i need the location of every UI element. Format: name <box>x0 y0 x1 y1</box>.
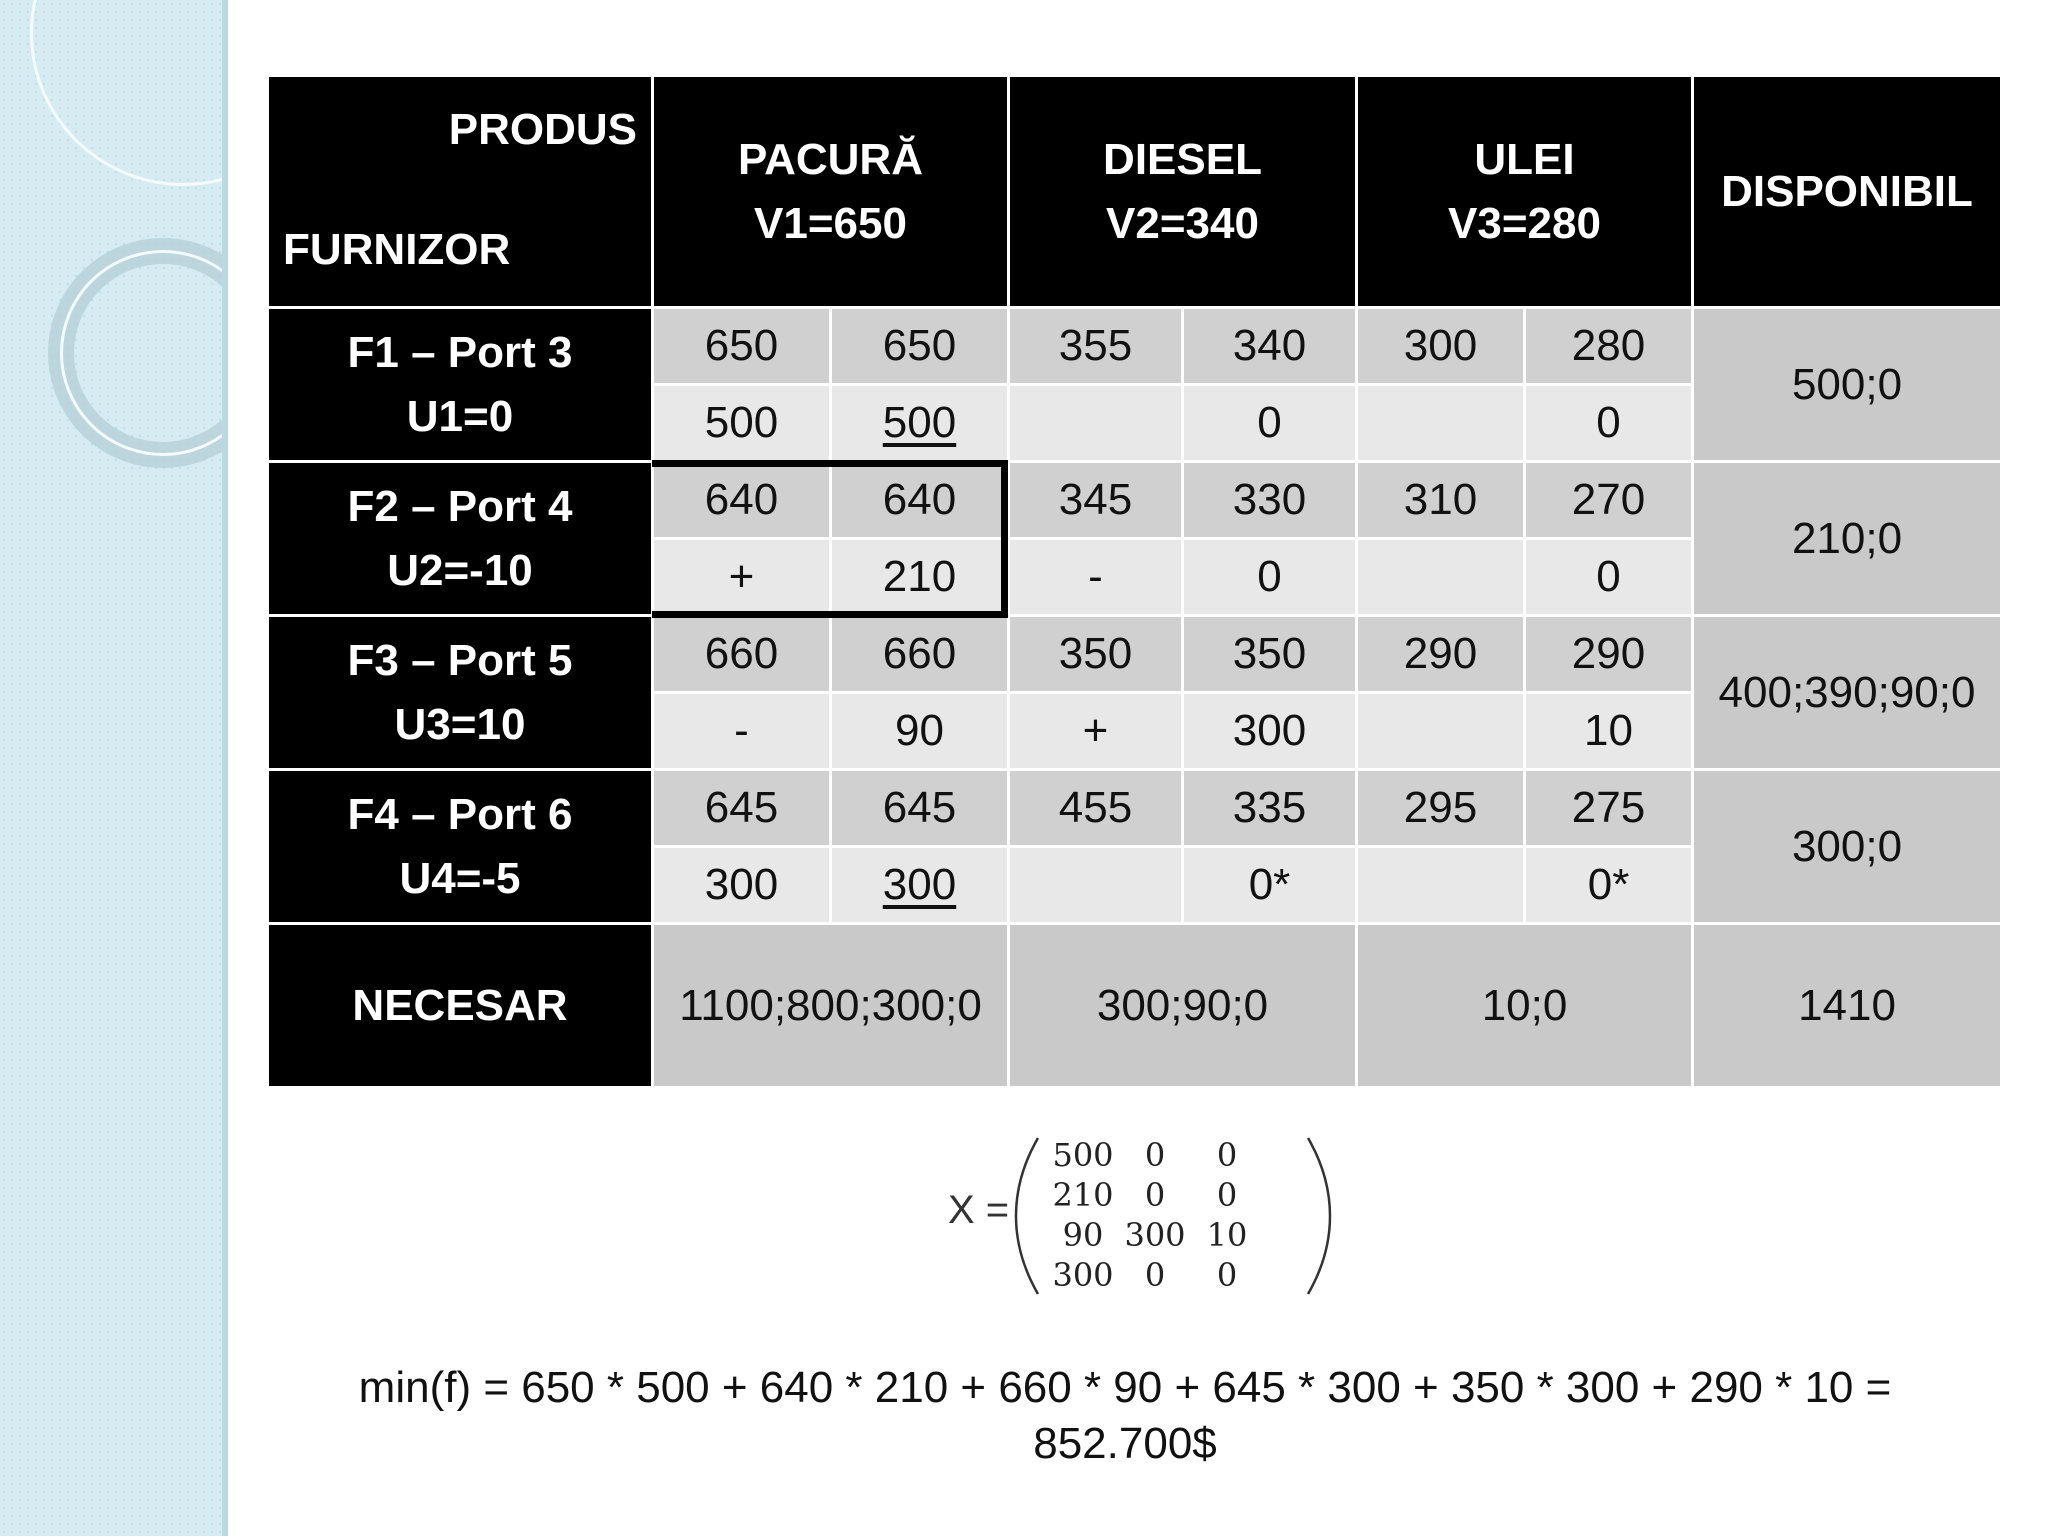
basic-allocation: 500 <box>882 398 957 447</box>
product-potential: V1=650 <box>754 198 907 248</box>
cost-cell: 350 <box>1183 616 1357 693</box>
supplier-cell <box>268 462 653 616</box>
cost-cell: 660 <box>653 616 831 693</box>
header-pacura <box>653 76 1009 308</box>
basic-allocation: 300 <box>882 860 957 909</box>
supplier-cell <box>268 308 653 462</box>
objective-formula <box>300 1360 1950 1472</box>
header-ulei <box>1357 76 1693 308</box>
alloc-cell <box>831 847 1009 924</box>
left-paren-icon <box>1012 1136 1042 1296</box>
cost-cell: 640 <box>653 462 831 539</box>
header-diesel <box>1009 76 1357 308</box>
alloc-cell <box>1009 385 1183 462</box>
decorative-ring <box>30 0 228 186</box>
necesar-cell: 1100;800;300;0 <box>653 924 1009 1088</box>
alloc-cell: 300 <box>1183 693 1357 770</box>
table-row <box>268 462 2002 539</box>
alloc-cell: 0 <box>1183 539 1357 616</box>
supplier-cell <box>268 770 653 924</box>
matrix-cell: 0 <box>1144 1176 1166 1214</box>
product-name: ULEI <box>1474 134 1575 184</box>
cost-cell: 645 <box>653 770 831 847</box>
matrix-cell: 0 <box>1144 1256 1166 1294</box>
cost-cell: 330 <box>1183 462 1357 539</box>
alloc-cell: 90 <box>831 693 1009 770</box>
product-name: PACURĂ <box>738 134 923 184</box>
disponibil-cell: 400;390;90;0 <box>1693 616 2002 770</box>
cost-cell: 290 <box>1357 616 1525 693</box>
cost-cell: 650 <box>653 308 831 385</box>
alloc-cell: 500 <box>653 385 831 462</box>
necesar-cell: 300;90;0 <box>1009 924 1357 1088</box>
solution-matrix <box>948 1136 1338 1296</box>
cost-cell: 455 <box>1009 770 1183 847</box>
alloc-cell: - <box>653 693 831 770</box>
transport-table <box>266 74 2003 1089</box>
alloc-cell: 0 <box>1183 385 1357 462</box>
supplier-name: F1 – Port 3 <box>347 327 573 377</box>
product-potential: V3=280 <box>1448 198 1601 248</box>
supplier-name: F4 – Port 6 <box>347 789 573 839</box>
cost-cell: 280 <box>1525 308 1693 385</box>
matrix-cell: 0 <box>1144 1136 1166 1174</box>
furnizor-label: FURNIZOR <box>283 224 511 274</box>
matrix-cell: 300 <box>1052 1256 1114 1294</box>
alloc-cell <box>1357 539 1525 616</box>
alloc-cell: + <box>653 539 831 616</box>
matrix-grid <box>1040 1136 1270 1296</box>
necesar-row <box>268 924 2002 1088</box>
header-row <box>268 76 2002 308</box>
matrix-cell: 300 <box>1124 1216 1186 1254</box>
supplier-potential: U3=10 <box>394 699 526 749</box>
matrix-cell: 0 <box>1216 1256 1238 1294</box>
matrix-label: X = <box>948 1188 1010 1232</box>
alloc-cell: 10 <box>1525 693 1693 770</box>
table-row <box>268 308 2002 385</box>
total-cell: 1410 <box>1693 924 2002 1088</box>
disponibil-cell: 500;0 <box>1693 308 2002 462</box>
matrix-cell: 0 <box>1216 1176 1238 1214</box>
table-row <box>268 770 2002 847</box>
cost-cell: 270 <box>1525 462 1693 539</box>
alloc-cell <box>1009 847 1183 924</box>
header-disponibil: DISPONIBIL <box>1693 76 2002 308</box>
matrix-cell: 500 <box>1052 1136 1114 1174</box>
disponibil-cell: 300;0 <box>1693 770 2002 924</box>
cost-cell: 640 <box>831 462 1009 539</box>
supplier-potential: U2=-10 <box>387 545 533 595</box>
alloc-cell: 0* <box>1525 847 1693 924</box>
formula-result: 852.700$ <box>1033 1419 1217 1468</box>
necesar-label: NECESAR <box>268 924 653 1088</box>
cost-cell: 340 <box>1183 308 1357 385</box>
cost-cell: 650 <box>831 308 1009 385</box>
alloc-cell <box>831 385 1009 462</box>
disponibil-cell: 210;0 <box>1693 462 2002 616</box>
decorative-sidebar <box>0 0 228 1536</box>
matrix-cell: 90 <box>1062 1216 1104 1254</box>
formula-line: min(f) = 650 * 500 + 640 * 210 + 660 * 90 + 645 * 300 + 350 * 300 + 290 * 10 = <box>358 1363 1892 1412</box>
cost-cell: 350 <box>1009 616 1183 693</box>
matrix-cell: 10 <box>1206 1216 1248 1254</box>
cost-cell: 335 <box>1183 770 1357 847</box>
cost-cell: 275 <box>1525 770 1693 847</box>
supplier-cell <box>268 616 653 770</box>
alloc-cell <box>1357 847 1525 924</box>
alloc-cell: 300 <box>653 847 831 924</box>
supplier-name: F3 – Port 5 <box>347 635 573 685</box>
cost-cell: 645 <box>831 770 1009 847</box>
product-potential: V2=340 <box>1106 198 1259 248</box>
cost-cell: 355 <box>1009 308 1183 385</box>
necesar-cell: 10;0 <box>1357 924 1693 1088</box>
alloc-cell: 0 <box>1525 539 1693 616</box>
cost-cell: 300 <box>1357 308 1525 385</box>
cost-cell: 660 <box>831 616 1009 693</box>
corner-header-cell <box>268 76 653 308</box>
right-paren-icon <box>1304 1136 1334 1296</box>
table-row <box>268 616 2002 693</box>
alloc-cell: 0* <box>1183 847 1357 924</box>
cost-cell: 295 <box>1357 770 1525 847</box>
alloc-cell: + <box>1009 693 1183 770</box>
produs-label: PRODUS <box>448 104 637 154</box>
alloc-cell: - <box>1009 539 1183 616</box>
cost-cell: 310 <box>1357 462 1525 539</box>
product-name: DIESEL <box>1103 134 1262 184</box>
alloc-cell: 0 <box>1525 385 1693 462</box>
supplier-potential: U4=-5 <box>399 853 521 903</box>
alloc-cell <box>1357 385 1525 462</box>
alloc-cell: 210 <box>831 539 1009 616</box>
cost-cell: 290 <box>1525 616 1693 693</box>
matrix-cell: 210 <box>1052 1176 1114 1214</box>
alloc-cell <box>1357 693 1525 770</box>
matrix-cell: 0 <box>1216 1136 1238 1174</box>
supplier-name: F2 – Port 4 <box>347 481 573 531</box>
supplier-potential: U1=0 <box>406 391 514 441</box>
cost-cell: 345 <box>1009 462 1183 539</box>
